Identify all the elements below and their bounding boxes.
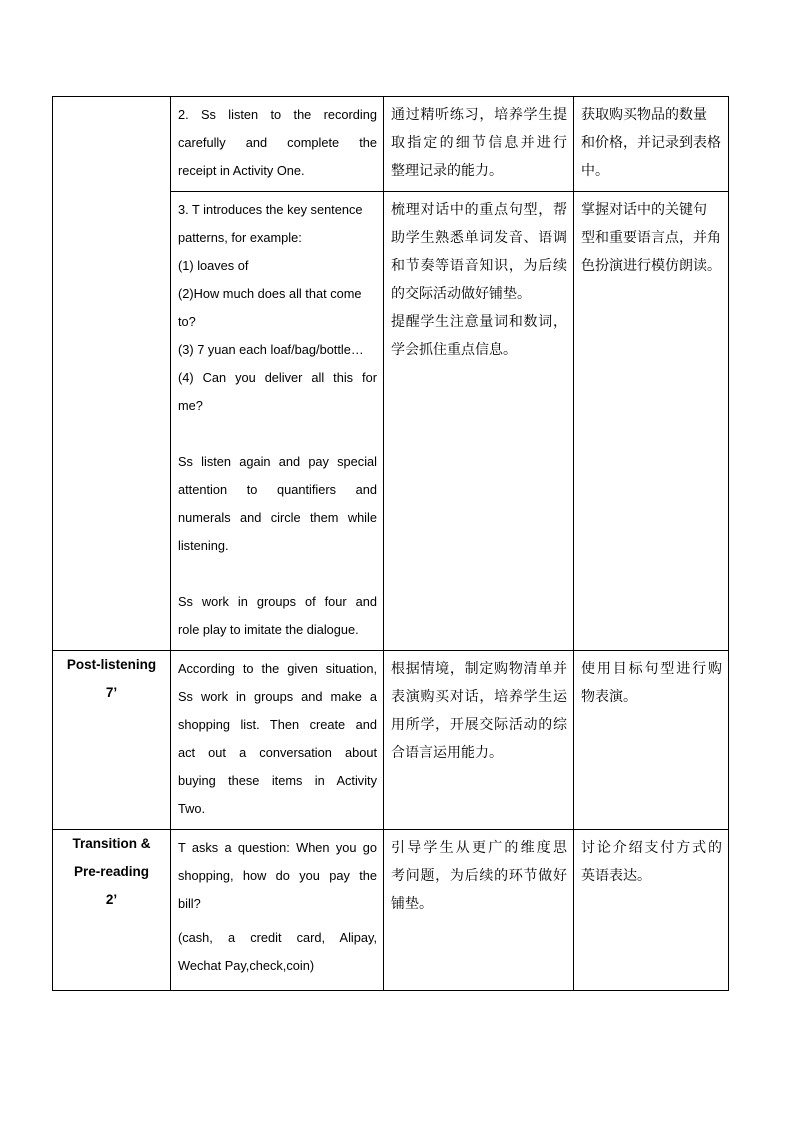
activity-line: Wechat Pay,check,coin) (178, 958, 315, 973)
purpose-line: 学会抓住重点信息。 (391, 342, 517, 358)
purpose-cell (384, 97, 574, 192)
outcome-line: 获取购买物品的数量 (581, 107, 707, 123)
activity-line: Ss work in groups of four and (178, 594, 377, 609)
table-row (53, 830, 729, 991)
activity-cell (171, 830, 384, 991)
activity-line: bill? (178, 896, 201, 911)
activity-line: shopping, how do you pay the (178, 868, 377, 883)
stage-time: 7’ (105, 685, 118, 700)
activity-line: 2. Ss listen to the recording (178, 107, 377, 122)
activity-line: role play to imitate the dialogue. (178, 622, 359, 637)
outcome-line: 物表演。 (581, 689, 637, 705)
outcome-cell (574, 97, 729, 192)
activity-line: Ss listen again and pay special (178, 454, 377, 469)
activity-line: Two. (178, 801, 206, 816)
purpose-line: 根据情境，制定购物清单并 (391, 661, 567, 677)
activity-cell (171, 192, 384, 651)
purpose-line: 整理记录的能力。 (391, 163, 503, 179)
purpose-cell (384, 192, 574, 651)
outcome-line: 使用目标句型进行购 (581, 661, 722, 677)
activity-line: (1) loaves of (178, 258, 249, 273)
outcome-line: 讨论介绍支付方式的 (581, 840, 722, 856)
activity-cell (171, 651, 384, 830)
purpose-cell (384, 830, 574, 991)
activity-line: carefully and complete the (178, 135, 377, 150)
purpose-line: 和节奏等语音知识，为后续 (391, 258, 567, 274)
outcome-cell (574, 651, 729, 830)
activity-line: act out a conversation about (178, 745, 377, 760)
stage-name: Transition & (72, 836, 151, 851)
stage-name-line2: Pre-reading (73, 864, 150, 879)
purpose-line: 助学生熟悉单词发音、语调 (391, 230, 567, 246)
activity-line: to? (178, 314, 196, 329)
lesson-plan-table (52, 96, 729, 991)
activity-line: Ss work in groups and make a (178, 689, 377, 704)
activity-line: (3) 7 yuan each loaf/bag/bottle… (178, 342, 364, 357)
activity-line: attention to quantifiers and (178, 482, 377, 497)
activity-line: numerals and circle them while (178, 510, 377, 525)
stage-name: Post-listening (66, 657, 157, 672)
stage-cell-empty (53, 97, 171, 651)
activity-line: (cash, a credit card, Alipay, (178, 930, 377, 945)
outcome-line: 型和重要语言点，并角 (581, 230, 721, 246)
outcome-cell (574, 830, 729, 991)
blank-line (178, 420, 377, 448)
purpose-line: 铺垫。 (391, 896, 433, 912)
activity-line: According to the given situation, (178, 661, 377, 676)
purpose-cell (384, 651, 574, 830)
activity-line: T asks a question: When you go (178, 840, 377, 855)
purpose-line: 通过精听练习，培养学生提 (391, 107, 567, 123)
purpose-line: 梳理对话中的重点句型，帮 (391, 202, 567, 218)
blank-line (178, 560, 377, 588)
activity-line: 3. T introduces the key sentence (178, 202, 363, 217)
activity-line: listening. (178, 538, 229, 553)
activity-line: (2)How much does all that come (178, 286, 362, 301)
outcome-line: 掌握对话中的关键句 (581, 202, 707, 218)
activity-line: me? (178, 398, 203, 413)
outcome-cell (574, 192, 729, 651)
stage-time: 2’ (105, 892, 118, 907)
stage-cell (53, 830, 171, 991)
stage-cell (53, 651, 171, 830)
purpose-line: 引导学生从更广的维度思 (391, 840, 567, 856)
table-row (53, 97, 729, 192)
purpose-line: 的交际活动做好铺垫。 (391, 286, 531, 302)
purpose-line: 提醒学生注意量词和数词， (391, 314, 567, 330)
outcome-line: 中。 (581, 163, 609, 179)
purpose-line: 表演购买对话，培养学生运 (391, 689, 567, 705)
table-row (53, 651, 729, 830)
activity-line: patterns, for example: (178, 230, 302, 245)
outcome-line: 英语表达。 (581, 868, 651, 884)
activity-line: receipt in Activity One. (178, 163, 305, 178)
outcome-line: 色扮演进行模仿朗读。 (581, 258, 721, 274)
purpose-line: 考问题，为后续的环节做好 (391, 868, 567, 884)
purpose-line: 用所学，开展交际活动的综 (391, 717, 567, 733)
activity-cell (171, 97, 384, 192)
activity-line: buying these items in Activity (178, 773, 377, 788)
outcome-line: 和价格，并记录到表格 (581, 135, 721, 151)
purpose-line: 合语言运用能力。 (391, 745, 503, 761)
purpose-line: 取指定的细节信息并进行 (391, 135, 567, 151)
activity-line: (4) Can you deliver all this for (178, 370, 377, 385)
activity-line: shopping list. Then create and (178, 717, 377, 732)
